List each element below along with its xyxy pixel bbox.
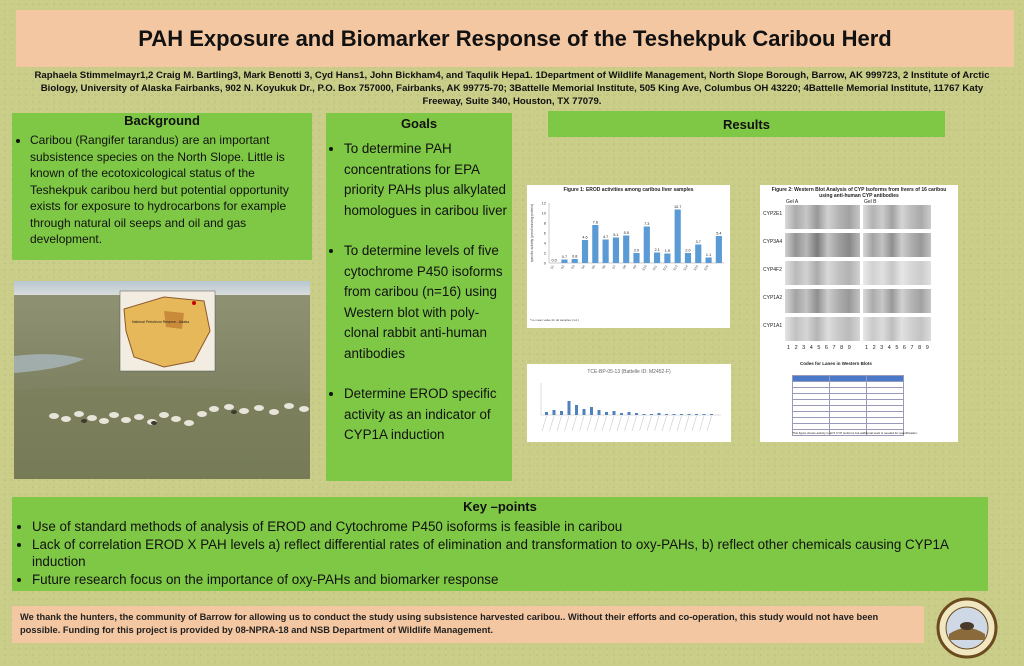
pah-category-tick: [602, 416, 607, 431]
figure3-title: Figure 2: Western Blot Analysis of CYP Isoforms from livers of 16 caribou using anti-human CYP antibodies: [771, 187, 947, 199]
pah-category-tick: [640, 416, 645, 431]
pah-category-tick: [595, 416, 600, 431]
pah-category-tick: [670, 416, 675, 431]
erod-category-label: S12: [661, 264, 669, 272]
erod-bar: [664, 254, 670, 264]
erod-category-label: S16: [703, 264, 710, 272]
gel-b-lanes: 1 2 3 4 5 6 7 8 9: [865, 345, 931, 351]
erod-category-label: S11: [651, 264, 658, 272]
y-axis-label: specific activity (pmol/min/mg protein): [530, 203, 534, 263]
cyp1a2-label: CYP1A2: [763, 295, 783, 301]
pah-category-tick: [550, 416, 555, 431]
figure2-pah-chart: [527, 364, 731, 442]
figure2-title: TCE-BP-05-13 (Battelle ID: M2452-F): [587, 369, 671, 375]
erod-bar: [603, 240, 609, 264]
erod-category-label: S7: [611, 264, 617, 270]
caribou-tundra-photo: [14, 281, 310, 479]
acknowledgements: We thank the hunters, the community of Barrow for allowing us to conduct the study using subsistence harvested caribou.. Without their efforts and co-operation, this study would not have been possible. Funding for this project is provided by 08-NPRA-18 and NSB Department of Wildlife Management.: [12, 606, 924, 643]
title-banner: [16, 10, 1014, 67]
pah-bar-chart: [527, 375, 731, 441]
pah-category-tick: [677, 416, 682, 431]
cyp1a2-blot-a: [785, 289, 860, 313]
pah-category-tick: [647, 416, 652, 431]
erod-category-label: S6: [601, 264, 607, 270]
pah-category-tick: [700, 416, 705, 431]
pah-category-tick: [692, 416, 697, 431]
cyp2e1-blot-b: [863, 205, 931, 229]
keypoints-panel: [12, 497, 988, 591]
erod-category-label: S1: [549, 264, 556, 270]
gel-a-label: Gel A: [786, 199, 799, 205]
background-panel: [12, 113, 312, 260]
pah-bar: [650, 414, 653, 415]
erod-category-label: S9: [631, 264, 638, 270]
cyp3a4-blot-b: [863, 233, 931, 257]
cyp3a4-label: CYP3A4: [763, 239, 783, 245]
erod-bar-value: 1.1: [705, 253, 712, 257]
erod-bar: [633, 253, 639, 263]
erod-bar-value: 5.4: [716, 231, 722, 236]
goal-item: • Determine EROD specific activity as an indicator of CYP1A induction: [344, 384, 508, 446]
erod-bar-value: 4.7: [602, 235, 609, 239]
pah-bar: [643, 414, 646, 415]
pah-bar: [658, 413, 661, 415]
pah-category-tick: [685, 416, 690, 431]
erod-bar-value: 2.0: [685, 248, 691, 253]
pah-bar: [560, 411, 563, 415]
keypoints-heading: Key –points: [463, 499, 537, 514]
erod-bar: [716, 236, 722, 263]
cyp1a1-blot-a: [785, 317, 860, 341]
erod-bar: [685, 253, 691, 263]
pah-bar: [703, 414, 706, 415]
pah-category-tick: [617, 416, 622, 431]
pah-category-tick: [632, 416, 637, 431]
pah-category-tick: [610, 416, 615, 431]
cyp1a2-blot-b: [863, 289, 931, 313]
figure3-footnote: This figure shows activity in all 5 CYP isoforms but additional work is needed for quantification.: [792, 431, 918, 435]
erod-bar-value: 2.1: [654, 248, 660, 252]
erod-bar-value: 0.7: [561, 255, 568, 259]
figure3-western-blot: [760, 185, 958, 442]
erod-bar: [654, 253, 660, 264]
goal-item: • To determine PAH concentrations for EPA priority PAHs plus alkylated homologues in caribou liver: [344, 139, 508, 221]
erod-category-label: S3: [570, 264, 576, 270]
pah-bar: [568, 401, 571, 415]
pah-category-tick: [655, 416, 660, 431]
y-tick-label: 2: [543, 250, 546, 256]
erod-bar-value: 0.8: [572, 254, 578, 259]
background-heading: Background: [124, 113, 200, 128]
poster-title: PAH Exposure and Biomarker Response of the Teshekpuk Caribou Herd: [138, 25, 892, 51]
pah-category-tick: [572, 416, 577, 431]
erod-bar-value: 7.3: [644, 222, 650, 226]
pah-bar: [673, 414, 676, 415]
pah-bar: [665, 414, 668, 415]
cyp4f2-blot-a: [785, 261, 860, 285]
erod-bar: [623, 236, 629, 264]
pah-bar: [635, 413, 638, 415]
pah-category-tick: [565, 416, 570, 431]
keypoint-item: • Use of standard methods of analysis of EROD and Cytochrome P450 isoforms is feasible in caribou: [32, 518, 988, 536]
y-tick-label: 12: [541, 200, 546, 206]
map-inset: [120, 291, 215, 371]
pah-bar: [598, 410, 601, 415]
y-tick-label: 0: [543, 260, 546, 266]
authors-affiliations: Raphaela Stimmelmayr1,2 Craig M. Bartling3, Mark Benotti 3, Cyd Hans1, John Bickham4, and Taqulik Hepa1. 1Department of Wildlife Management, North Slope Borough, Barrow, AK 999723, 2 Institute of Arctic Biology, University of Alaska Fairbanks, 902 N. Koyukuk Dr., P.O. Box 757000, Fairbanks, AK 99775-70; 3Battelle Memorial Institute, 505 King Ave, Columbus OH 43220; 4Battelle Memorial Institute, 11767 Katy Freeway, Suite 340, Houston, TX 77079.: [34, 70, 990, 107]
pah-category-tick: [587, 416, 592, 431]
pah-bar: [688, 414, 691, 415]
cyp2e1-label: CYP2E1: [763, 211, 783, 217]
pah-bar: [545, 412, 548, 415]
cyp2e1-blot-a: [785, 205, 860, 229]
keypoint-item: • Future research focus on the importance of oxy-PAHs and biomarker response: [32, 571, 988, 589]
y-tick-label: 6: [543, 230, 546, 236]
pah-category-tick: [662, 416, 667, 431]
background-text: • Caribou (Rangifer tarandus) are an important subsistence species on the North Slope. Little is known of the ecotoxicological status of the Teshekpuk caribou herd but potential opportunity exists for exposure to hydrocarbons for example through natural oil seeps and oil and gas development.: [30, 132, 306, 248]
goals-panel: [326, 113, 512, 481]
pah-bar: [605, 412, 608, 415]
cyp1a1-label: CYP1A1: [763, 323, 783, 329]
figure1-note: *no mean value for all samples (n.d.): [530, 318, 579, 322]
erod-category-label: S5: [590, 264, 597, 270]
wildlife-seal-icon: [931, 596, 1004, 659]
pah-bar: [590, 407, 593, 415]
erod-bar-value: 3.7: [695, 240, 701, 244]
cyp3a4-blot-a: [785, 233, 860, 257]
pah-bar: [628, 412, 631, 415]
erod-bar-value: 5.1: [613, 233, 619, 237]
erod-category-label: S15: [692, 264, 700, 272]
erod-bar: [705, 258, 711, 264]
erod-bar-chart: [527, 193, 730, 323]
y-tick-label: 4: [543, 240, 546, 246]
results-heading: Results: [723, 116, 770, 132]
erod-bar-value: 2.0: [633, 248, 640, 253]
keypoint-item: • Lack of correlation EROD X PAH levels a) reflect differential rates of elimination and transformation to oxy-PAHs, b) reflect other chemicals causing CYP1A induction: [32, 536, 988, 571]
pah-category-tick: [707, 416, 712, 431]
map-label: National Petroleum Reserve - Alaska: [132, 320, 190, 324]
erod-bar: [613, 238, 619, 264]
pah-bar: [710, 414, 713, 415]
y-tick-label: 8: [543, 220, 546, 226]
pah-bar: [620, 413, 623, 415]
erod-bar: [582, 240, 588, 263]
cyp4f2-label: CYP4F2: [763, 267, 782, 273]
pah-bar: [583, 409, 586, 415]
erod-category-label: S14: [682, 264, 689, 272]
figure1-title: Figure 1: EROD activities among caribou liver samples: [563, 187, 694, 193]
gel-b-label: Gel B: [864, 199, 877, 205]
pah-bar: [613, 411, 616, 415]
pah-bar: [680, 414, 683, 415]
erod-bar-value: 5.5: [623, 231, 629, 235]
erod-bar: [561, 260, 567, 264]
erod-bar-value: 7.6: [592, 220, 598, 225]
codes-title: Codes for Lanes in Western Blots: [800, 361, 872, 366]
erod-bar-value: 4.6: [582, 235, 588, 240]
erod-bar-value: 10.7: [673, 205, 682, 209]
erod-category-label: S13: [672, 264, 679, 272]
pah-bar: [575, 405, 578, 415]
pah-bar: [553, 410, 556, 415]
erod-bar: [675, 210, 681, 264]
pah-category-tick: [625, 416, 630, 431]
nsb-wildlife-logo: [931, 596, 1004, 659]
erod-category-label: S2: [559, 264, 566, 270]
cyp4f2-blot-b: [863, 261, 931, 285]
erod-bar: [572, 259, 578, 263]
erod-bar: [695, 245, 701, 264]
erod-category-label: S10: [641, 264, 648, 272]
gel-a-lanes: 1 2 3 4 5 6 7 8 9: [787, 345, 853, 351]
erod-bar-value: 0.0: [551, 258, 557, 263]
erod-category-label: S4: [580, 264, 586, 270]
erod-category-label: S8: [621, 264, 628, 270]
photo-illustration: [14, 281, 310, 479]
goals-heading: Goals: [400, 116, 438, 131]
pah-category-tick: [580, 416, 585, 431]
figure1-erod-chart: [527, 185, 730, 328]
lane-codes-table: [792, 375, 904, 436]
erod-bar-value: 1.9: [664, 249, 671, 253]
y-tick-label: 10: [541, 210, 546, 216]
results-heading-box: [548, 111, 945, 137]
erod-bar: [644, 227, 650, 264]
pah-category-tick: [542, 416, 547, 431]
erod-bar: [592, 225, 598, 263]
goal-item: • To determine levels of five cytochrome P450 isoforms from caribou (n=16) using Western blot with poly-clonal rabbit anti-human antibodies: [344, 241, 508, 364]
pah-category-tick: [557, 416, 562, 431]
cyp1a1-blot-b: [863, 317, 931, 341]
pah-bar: [695, 414, 698, 415]
